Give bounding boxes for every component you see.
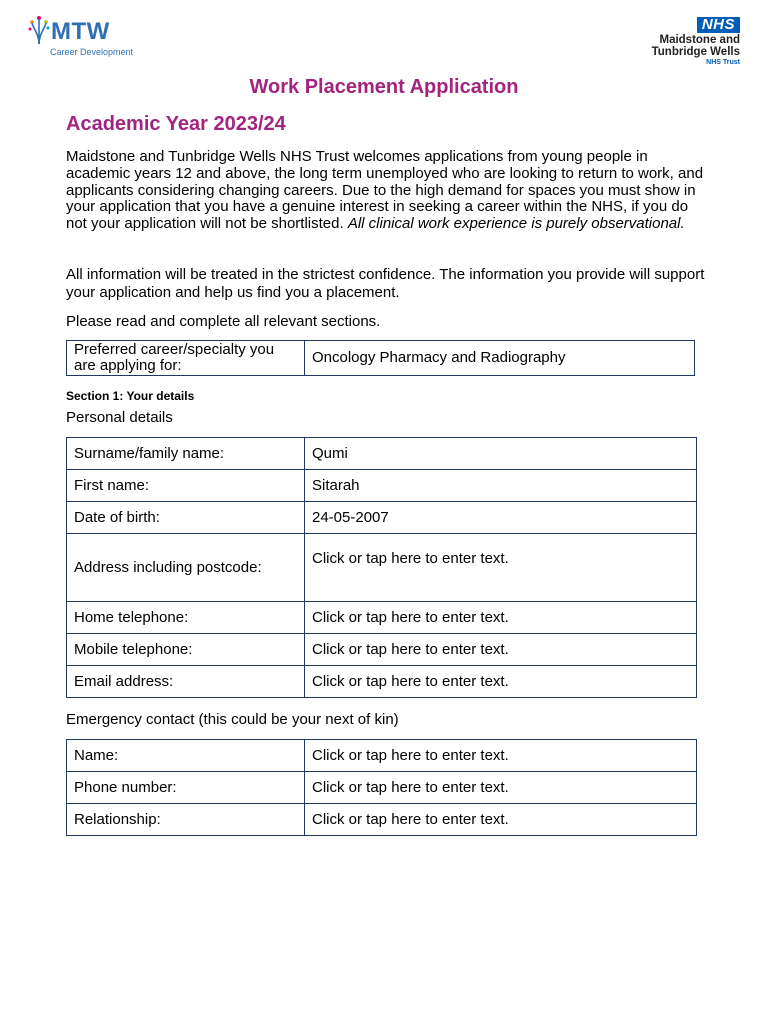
address-label: Address including postcode: <box>67 534 305 602</box>
table-row <box>67 502 697 534</box>
date-of-birth-label: Date of birth: <box>67 502 305 534</box>
nhs-trust-name-line2: Tunbridge Wells <box>651 46 740 58</box>
table-row <box>67 740 697 772</box>
date-of-birth-field[interactable]: 24-05-2007 <box>305 502 697 534</box>
confidentiality-paragraph: All information will be treated in the strictest confidence. The information you provide will support your application and help us find you a placement. <box>66 266 705 301</box>
page-title: Work Placement Application <box>249 76 519 98</box>
table-row <box>67 470 697 502</box>
email-label: Email address: <box>67 666 305 698</box>
table-row <box>67 804 697 836</box>
mtw-subtitle: Career Development <box>50 47 134 57</box>
personal-details-heading: Personal details <box>66 409 173 426</box>
address-field[interactable]: Click or tap here to enter text. <box>305 534 697 602</box>
first-name-label: First name: <box>67 470 305 502</box>
home-telephone-field[interactable]: Click or tap here to enter text. <box>305 602 697 634</box>
emergency-relationship-label: Relationship: <box>67 804 305 836</box>
table-row <box>67 634 697 666</box>
emergency-phone-label: Phone number: <box>67 772 305 804</box>
mtw-logo <box>28 14 148 60</box>
mobile-telephone-field[interactable]: Click or tap here to enter text. <box>305 634 697 666</box>
table-row <box>67 602 697 634</box>
career-row <box>67 341 695 376</box>
nhs-badge: NHS <box>697 17 740 33</box>
section-1-heading: Section 1: Your details <box>66 389 195 403</box>
career-label: Preferred career/specialty you are applying for: <box>67 341 305 376</box>
first-name-field[interactable]: Sitarah <box>305 470 697 502</box>
table-row <box>67 666 697 698</box>
table-row <box>67 772 697 804</box>
intro-body: Maidstone and Tunbridge Wells NHS Trust welcomes applications from young people in academic years 12 and above, the long term unemployed who are looking to return to work, and applicants considering changing careers. Due to the high demand for spaces you must show in your application that you have a genuine interest in seeking a career within the NHS, if you do not your application will not be shortlisted. <box>66 148 704 233</box>
career-field[interactable]: Oncology Pharmacy and Radiography <box>305 341 695 376</box>
mtw-fountain-icon <box>28 14 50 46</box>
intro-italic-note: All clinical work experience is purely observational. <box>347 215 685 233</box>
mobile-telephone-label: Mobile telephone: <box>67 634 305 666</box>
academic-year-heading: Academic Year 2023/24 <box>66 113 286 135</box>
emergency-phone-field[interactable]: Click or tap here to enter text. <box>305 772 697 804</box>
personal-details-table <box>66 437 697 698</box>
career-table <box>66 340 695 376</box>
surname-field[interactable]: Qumi <box>305 438 697 470</box>
instructions-text: Please read and complete all relevant sections. <box>66 313 381 330</box>
emergency-relationship-field[interactable]: Click or tap here to enter text. <box>305 804 697 836</box>
mtw-wordmark: MTW <box>51 18 110 45</box>
nhs-trust-logo <box>620 16 740 70</box>
table-row <box>67 438 697 470</box>
emergency-contact-table <box>66 739 697 836</box>
table-row <box>67 534 697 602</box>
nhs-trust-label: NHS Trust <box>706 59 740 66</box>
intro-paragraph <box>66 149 706 233</box>
emergency-name-field[interactable]: Click or tap here to enter text. <box>305 740 697 772</box>
home-telephone-label: Home telephone: <box>67 602 305 634</box>
email-field[interactable]: Click or tap here to enter text. <box>305 666 697 698</box>
emergency-contact-heading: Emergency contact (this could be your next of kin) <box>66 711 399 728</box>
surname-label: Surname/family name: <box>67 438 305 470</box>
emergency-name-label: Name: <box>67 740 305 772</box>
nhs-trust-name-line1: Maidstone and <box>659 34 740 46</box>
